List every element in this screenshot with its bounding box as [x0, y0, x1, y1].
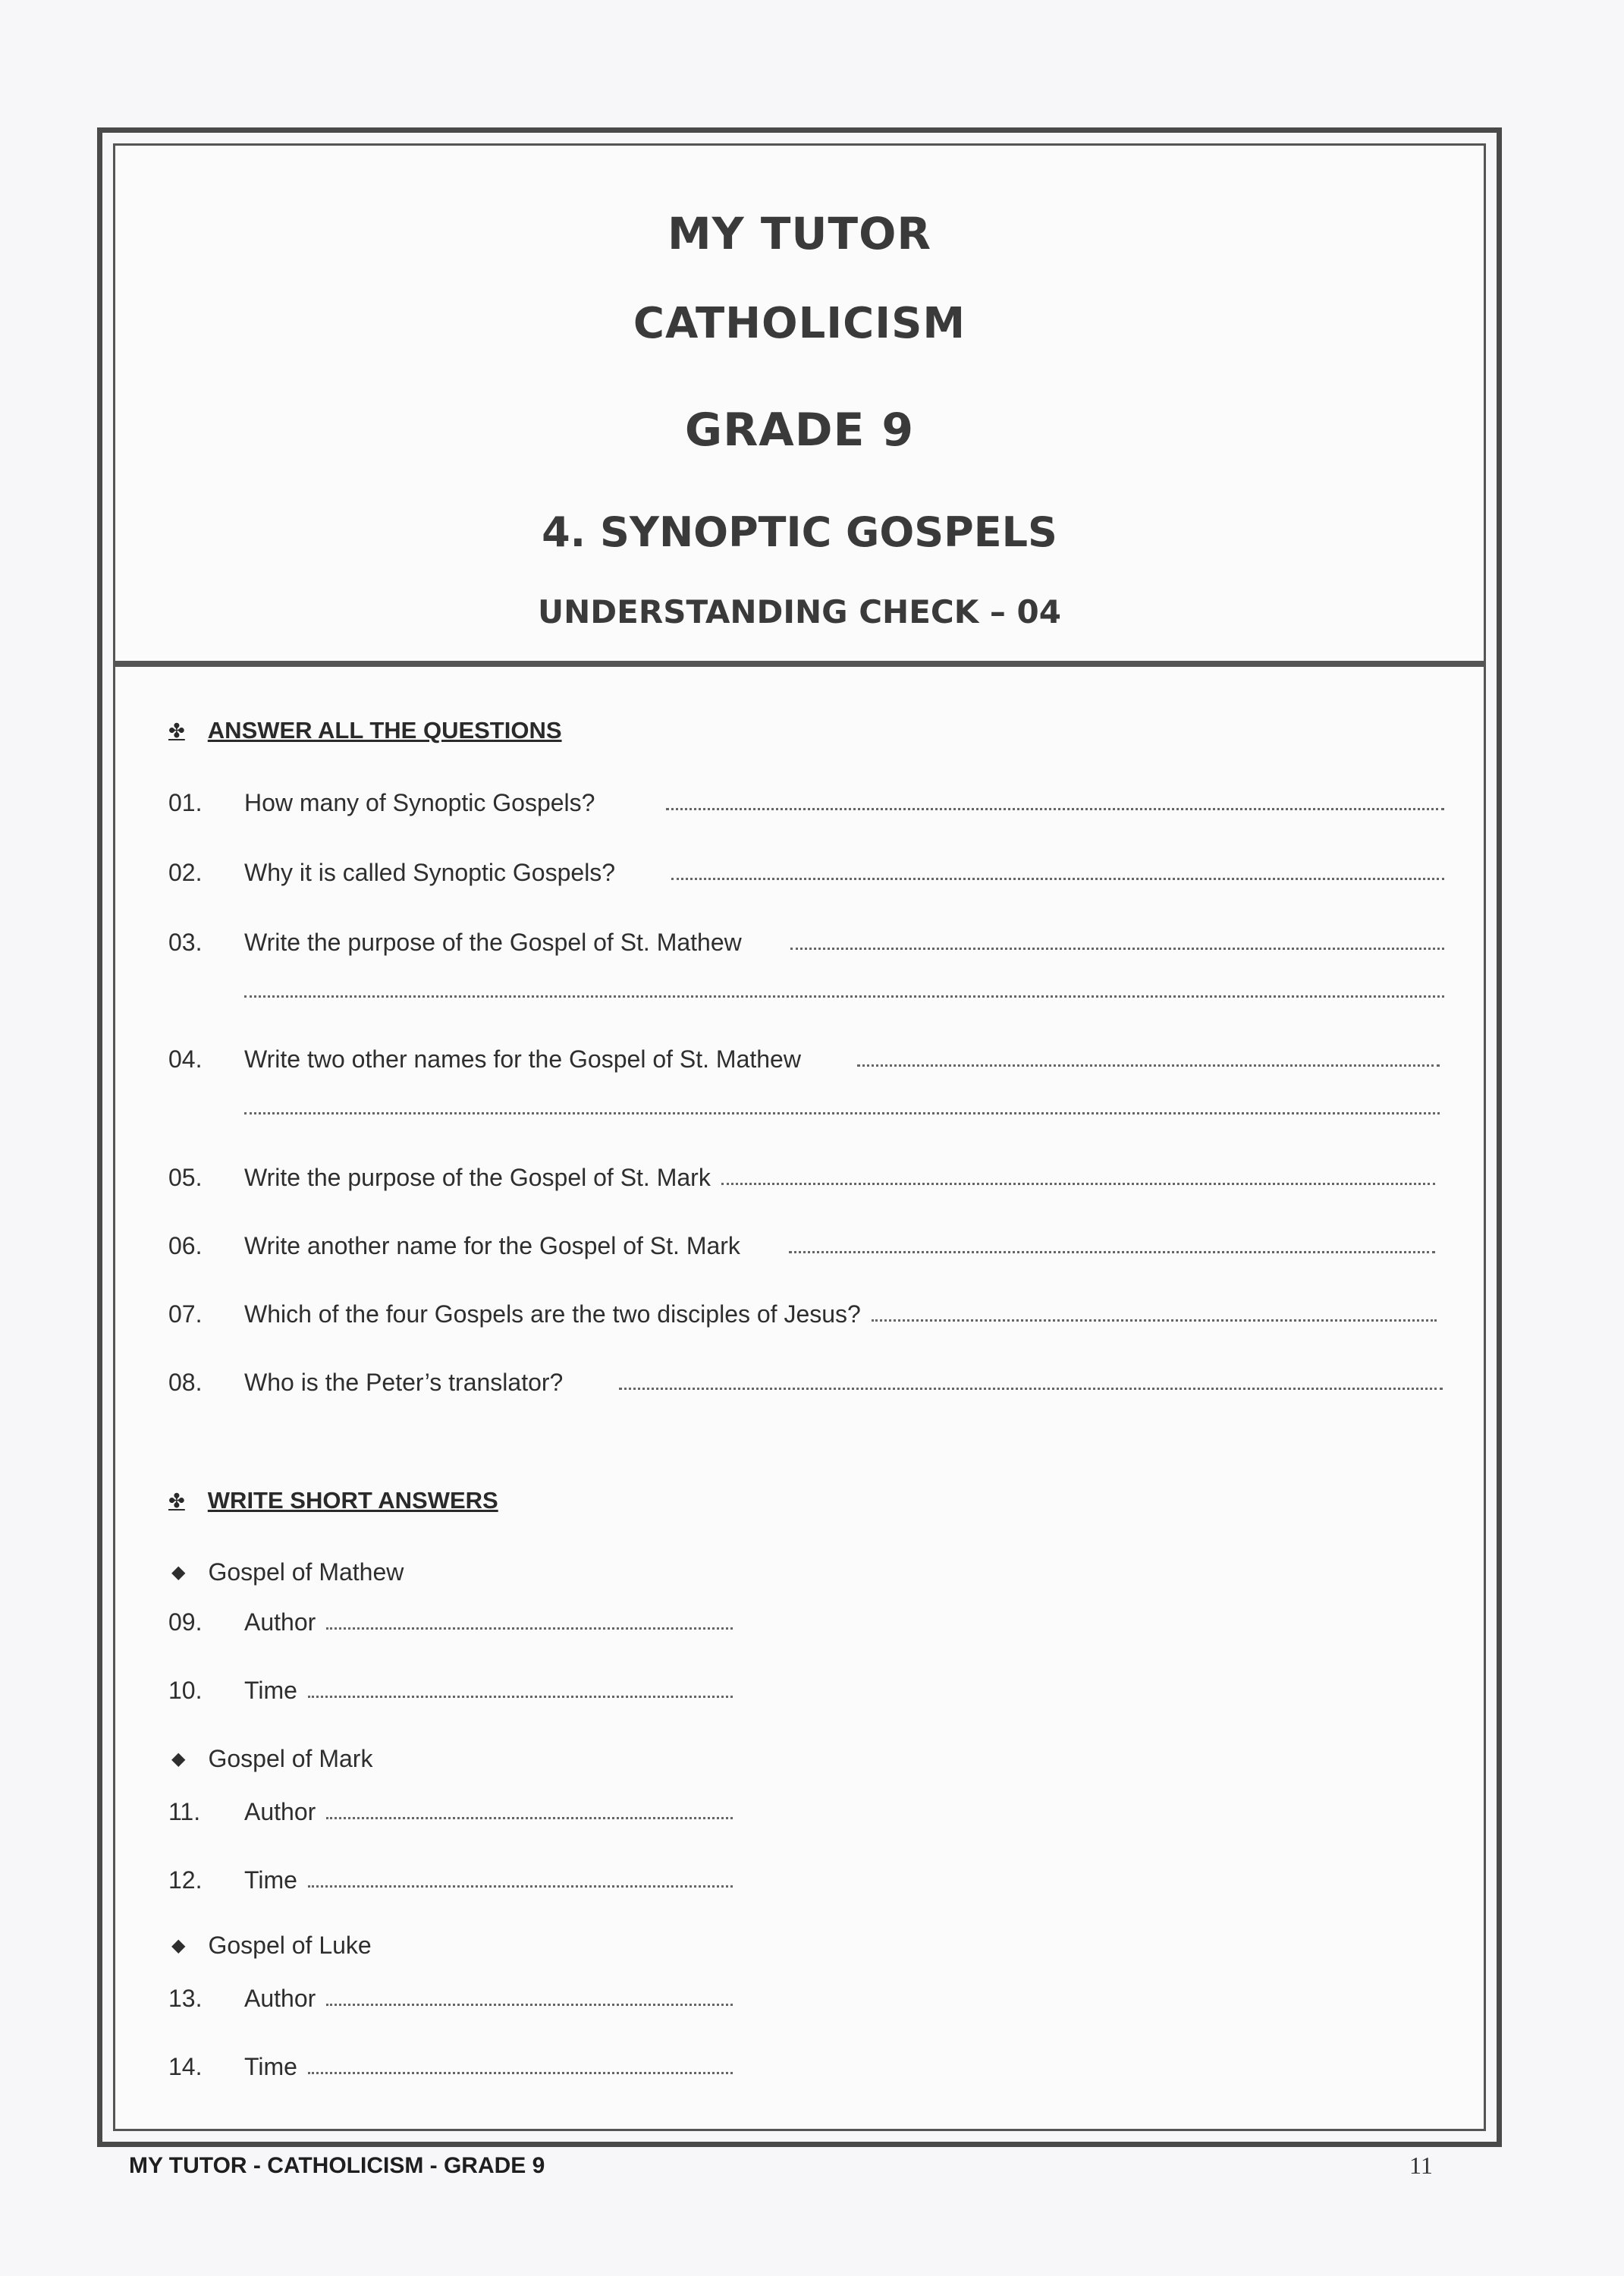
group-mark-heading	[171, 1745, 372, 1773]
section-1-title: ANSWER ALL THE QUESTIONS	[207, 717, 562, 743]
question-text: Author	[244, 1798, 316, 1825]
question-text: Write two other names for the Gospel of St. Mathew	[244, 1045, 801, 1073]
question-04	[168, 1045, 1440, 1074]
question-03	[168, 929, 1444, 957]
question-07	[168, 1300, 1437, 1328]
group-title: Gospel of Luke	[208, 1932, 372, 1959]
question-09	[168, 1608, 733, 1636]
group-title: Gospel of Mark	[208, 1745, 373, 1772]
title-line-2: CATHOLICISM	[633, 299, 966, 348]
question-number: 01.	[168, 789, 203, 816]
diamond-bullet-icon: ◆	[171, 1749, 186, 1769]
question-number: 06.	[168, 1232, 203, 1259]
question-14	[168, 2053, 733, 2081]
question-text: How many of Synoptic Gospels?	[244, 789, 595, 816]
answer-line[interactable]	[308, 2072, 733, 2074]
question-10	[168, 1677, 733, 1705]
group-luke-heading	[171, 1932, 372, 1960]
section-1-heading	[168, 717, 562, 744]
check-title: UNDERSTANDING CHECK – 04	[538, 593, 1061, 630]
question-text: Time	[244, 1677, 297, 1704]
question-number: 08.	[168, 1369, 203, 1396]
answer-line[interactable]	[326, 1817, 733, 1819]
question-12	[168, 1866, 733, 1894]
answer-line[interactable]	[326, 1627, 733, 1630]
question-text: Time	[244, 2053, 297, 2080]
page-footer: MY TUTOR - CATHOLICISM - GRADE 9	[129, 2153, 545, 2178]
question-text: Time	[244, 1866, 297, 1894]
answer-line-extra[interactable]	[244, 1112, 1440, 1114]
question-text: Write the purpose of the Gospel of St. Mark	[244, 1164, 711, 1191]
question-text: Why it is called Synoptic Gospels?	[244, 859, 616, 886]
question-text: Write another name for the Gospel of St. Mark	[244, 1232, 740, 1259]
group-mathew-heading	[171, 1558, 404, 1586]
question-number: 09.	[168, 1608, 203, 1636]
answer-line[interactable]	[857, 1064, 1440, 1067]
question-number: 10.	[168, 1677, 203, 1704]
title-box	[113, 143, 1486, 667]
answer-line[interactable]	[326, 2004, 733, 2006]
question-text: Author	[244, 1985, 316, 2012]
title-line-1: MY TUTOR	[667, 208, 932, 259]
question-number: 13.	[168, 1985, 203, 2012]
question-text: Who is the Peter’s translator?	[244, 1369, 564, 1396]
answer-line[interactable]	[671, 878, 1444, 880]
question-number: 14.	[168, 2053, 203, 2080]
group-title: Gospel of Mathew	[208, 1558, 404, 1586]
question-number: 02.	[168, 859, 203, 886]
answer-line[interactable]	[789, 1251, 1435, 1253]
question-11	[168, 1798, 733, 1826]
diamond-bullet-icon: ◆	[171, 1935, 186, 1956]
answer-line[interactable]	[666, 808, 1444, 810]
answer-line[interactable]	[619, 1388, 1443, 1390]
section-2-marker-icon: ✤	[168, 1489, 185, 1512]
question-06	[168, 1232, 1435, 1260]
question-08	[168, 1369, 1443, 1397]
question-number: 12.	[168, 1866, 203, 1894]
section-1-marker-icon: ✤	[168, 718, 185, 742]
page-frame	[97, 127, 1502, 2147]
question-05	[168, 1164, 1435, 1192]
chapter-title: 4. SYNOPTIC GOSPELS	[542, 508, 1057, 556]
answer-line[interactable]	[308, 1696, 733, 1698]
question-text: Write the purpose of the Gospel of St. Mathew	[244, 929, 742, 956]
question-number: 07.	[168, 1300, 203, 1328]
question-number: 03.	[168, 929, 203, 956]
answer-line-extra[interactable]	[244, 995, 1444, 998]
title-line-3: GRADE 9	[684, 404, 915, 457]
question-02	[168, 859, 1444, 887]
question-01	[168, 789, 1444, 817]
section-2-title: WRITE SHORT ANSWERS	[207, 1487, 498, 1514]
answer-line[interactable]	[872, 1319, 1437, 1322]
answer-line[interactable]	[308, 1885, 733, 1888]
question-number: 11.	[168, 1798, 201, 1825]
question-13	[168, 1985, 733, 2013]
answer-line[interactable]	[790, 948, 1444, 950]
page-number: 11	[1409, 2152, 1433, 2179]
section-2-heading	[168, 1487, 498, 1514]
answer-line[interactable]	[721, 1183, 1435, 1185]
question-text: Author	[244, 1608, 316, 1636]
diamond-bullet-icon: ◆	[171, 1562, 186, 1583]
question-number: 04.	[168, 1045, 203, 1073]
question-text: Which of the four Gospels are the two disciples of Jesus?	[244, 1300, 861, 1328]
question-number: 05.	[168, 1164, 203, 1191]
